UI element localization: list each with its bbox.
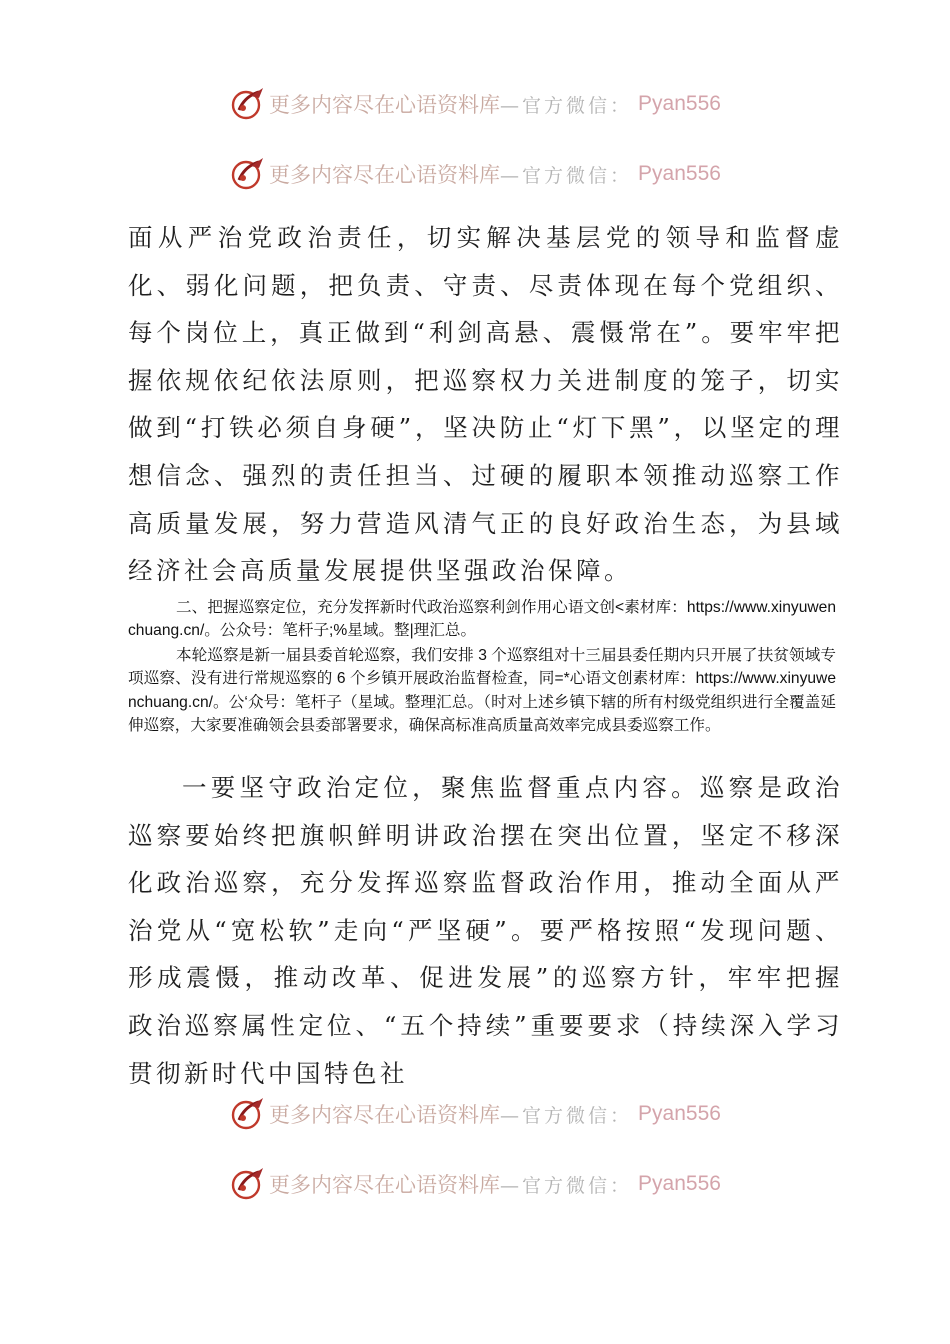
watermark-wechat-id: Pyan556	[638, 1102, 721, 1125]
section-heading-2: 二、把握巡察定位，充分发挥新时代政治巡察利剑作用心语文创<素材库：https://www.xinyuwenchuang.cn/。公众号：笔杆子;%星域。整|理汇总。	[128, 599, 836, 640]
brand-logo-icon	[229, 1096, 267, 1132]
watermark-wechat-id: Pyan556	[638, 92, 721, 115]
watermark-title: 更多内容尽在心语资料库	[269, 1103, 501, 1127]
watermark-title: 更多内容尽在心语资料库	[269, 93, 501, 117]
body-paragraph-3: 一要坚守政治定位，聚焦监督重点内容。巡察是政治巡察要始终把旗帜鲜明讲政治摆在突出位置，坚定不移深化政治巡察，充分发挥巡察监督政治作用，推动全面从严治党从“宽松软”走向“严坚硬”。要严格按照“发现问题、形成震慑，推动改革、促进发展”的巡察方针，牢牢把握政治巡察属性定位、“五个持续”重要要求（持续深入学习贯彻新时代中国特色社	[128, 773, 843, 1088]
watermark-title: 更多内容尽在心语资料库	[269, 163, 501, 187]
watermark-wechat-label: —官方微信：	[500, 1104, 633, 1127]
watermark-banner-top-2	[0, 154, 950, 194]
watermark-banner-top-1	[0, 84, 950, 124]
watermark-banner-bottom-2	[0, 1164, 950, 1204]
watermark-wechat-id: Pyan556	[638, 162, 721, 185]
watermark-banner-bottom-1	[0, 1094, 950, 1134]
body-paragraph-1: 面从严治党政治责任，切实解决基层党的领导和监督虚化、弱化问题，把负责、守责、尽责体现在每个党组织、每个岗位上，真正做到“利剑高悬、震慑常在”。要牢牢把握依规依纪依法原则，把巡察权力关进制度的笼子，切实做到“打铁必须自身硬”，坚决防止“灯下黑”，以坚定的理想信念、强烈的责任担当、过硬的履职本领推动巡察工作高质量发展，努力营造风清气正的良好政治生态，为县域经济社会高质量发展提供坚强政治保障。	[128, 223, 843, 586]
watermark-wechat-id: Pyan556	[638, 1172, 721, 1195]
brand-logo-icon	[229, 1166, 267, 1202]
watermark-wechat-label: —官方微信：	[500, 164, 633, 187]
watermark-wechat-label: —官方微信：	[500, 1174, 633, 1197]
brand-logo-icon	[229, 86, 267, 122]
body-paragraph-2: 本轮巡察是新一届县委首轮巡察，我们安排 3 个巡察组对十三届县委任期内只开展了扶贫领域专项巡察、没有进行常规巡察的 6 个乡镇开展政治监督检查，同=*心语文创素材库：https://www.xinyuwenchuang.cn/。公‘众号：笔杆子（星域。整理汇总。（时对上述乡镇下辖的所有村级党组织进行全覆盖延伸巡察，大家要准确领会县委部署要求，确保高标准高质量高效率完成县委巡察工作。	[128, 647, 836, 735]
watermark-title: 更多内容尽在心语资料库	[269, 1173, 501, 1197]
brand-logo-icon	[229, 156, 267, 192]
watermark-wechat-label: —官方微信：	[500, 94, 633, 117]
